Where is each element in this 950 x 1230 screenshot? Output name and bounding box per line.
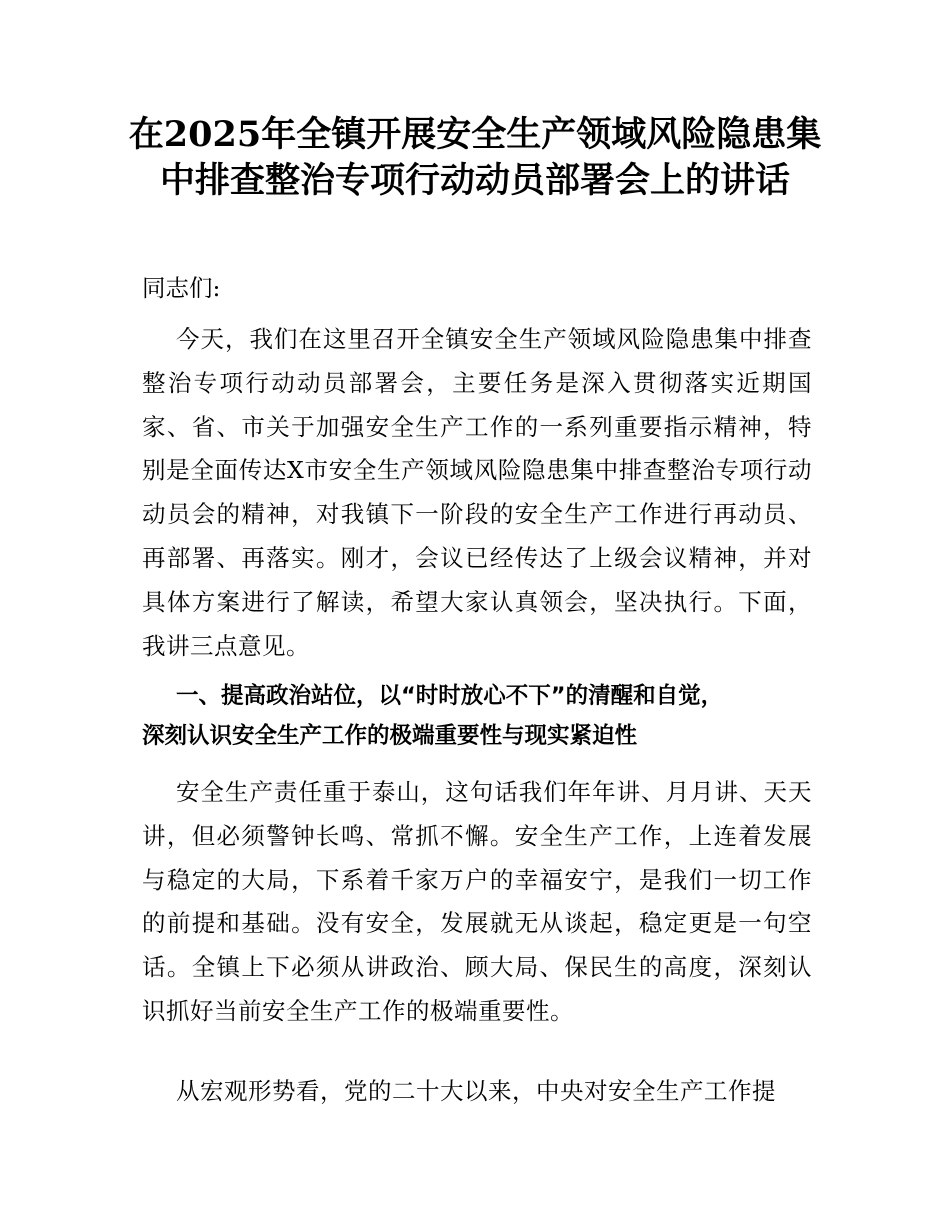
paragraph-3-text: 从宏观形势看，党的二十大以来，中央对安全生产工作提 bbox=[176, 1077, 776, 1105]
title-line-2: 中排查整治专项行动动员部署会上的讲话 bbox=[159, 160, 790, 201]
paragraph-intro bbox=[142, 318, 812, 668]
paragraph-continued bbox=[142, 1070, 812, 1114]
paragraph-2-text: 安全生产责任重于泰山，这句话我们年年讲、月月讲、天天讲，但必须警钟长鸣、常抓不懈。安全生产工作，上连着发展与稳定的大局，下系着千家万户的幸福安宁，是我们一切工作的前提和基础。没有安全，发展就无从谈起，稳定更是一句空话。全镇上下必须从讲政治、顾大局、保民生的高度，深刻认识抓好当前安全生产工作的极端重要性。 bbox=[142, 778, 812, 1025]
paragraph-section-1 bbox=[142, 771, 812, 1034]
document-title bbox=[120, 112, 830, 204]
paragraph-1-text: 今天，我们在这里召开全镇安全生产领域风险隐患集中排查整治专项行动动员部署会，主要任务是深入贯彻落实近期国家、省、市关于加强安全生产工作的一系列重要指示精神，特别是全面传达X市安全生产领域风险隐患集中排查整治专项行动动员会的精神，对我镇下一阶段的安全生产工作进行再动员、再部署、再落实。刚才，会议已经传达了上级会议精神，并对具体方案进行了解读，希望大家认真领会，坚决执行。下面，我讲三点意见。 bbox=[142, 325, 812, 660]
heading-1-line-2: 深刻认识安全生产工作的极端重要性与现实紧迫性 bbox=[142, 723, 638, 749]
salutation: 同志们: bbox=[142, 274, 221, 302]
section-heading-1 bbox=[142, 676, 822, 756]
heading-1-line-1: 一、提高政治站位，以“时时放心不下”的清醒和自觉， bbox=[176, 683, 724, 709]
title-line-1: 在2025年全镇开展安全生产领域风险隐患集 bbox=[128, 114, 822, 155]
